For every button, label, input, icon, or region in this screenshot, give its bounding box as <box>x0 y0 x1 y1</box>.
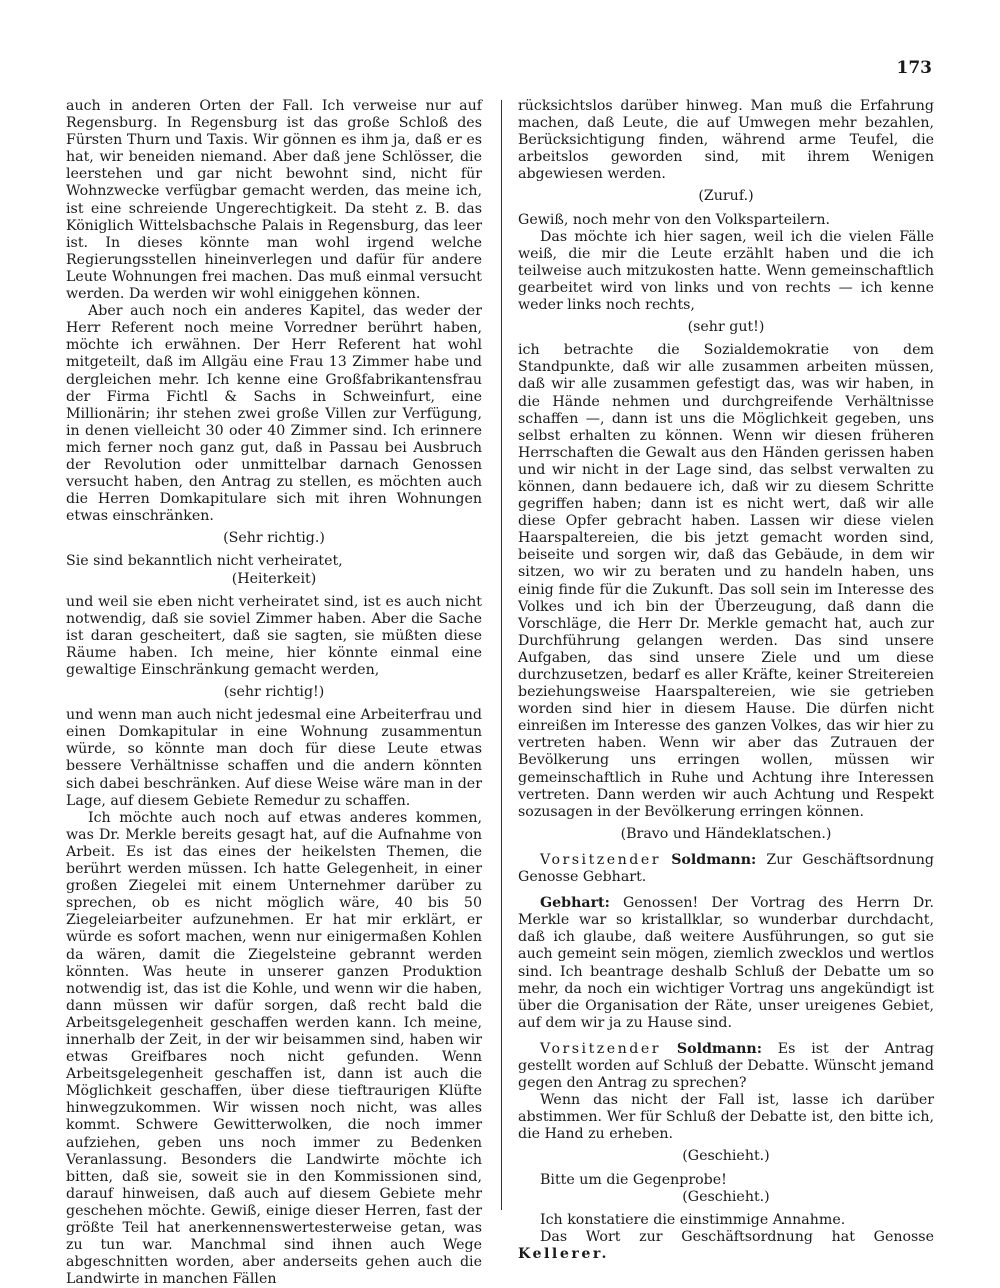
paragraph: Wenn das nicht der Fall ist, lasse ich darüber abstimmen. Wer für Schluß der Debatte ist, den bitte ich, die Hand zu erheben. <box>518 1092 934 1143</box>
speaker-role: Vorsitzender <box>540 1040 662 1057</box>
speaker-name: Soldmann: <box>676 1040 762 1057</box>
speaker-text: Genossen! Der Vortrag des Herrn Dr. Merkle war so kristallklar, so wunderbar durchdacht, daß ich glaube, daß weitere Ausführungen, so gut sie auch gemeint sein mögen, ziemlich zwecklos und wertlos sind. Ich beantrage deshalb Schluß der Debatte um so mehr, da noch ein wichtiger Vortrag uns angekündigt ist über die Organisation der Räte, unser ureigenes Gebiet, auf dem wir ja zu Hause sind. <box>518 895 935 1031</box>
speaker-text: Zur Geschäftsordnung Genosse Gebhart. <box>518 851 934 886</box>
paragraph: Gewiß, noch mehr von den Volksparteilern. <box>518 211 831 228</box>
speaker-entry <box>518 852 934 886</box>
paragraph: Ich möchte auch noch auf etwas anderes kommen, was Dr. Merkle bereits gesagt hat, auf die Aufnahme von Arbeit. Es ist das eines der heikelsten Themen, die berührt werden müssen. Ich hatte Gelegenheit, in einer großen Ziegelei mit einem Unternehmer darüber zu sprechen, ob es nicht möglich wäre, 40 bis 50 Ziegeleiarbeiter aufzunehmen. Er hat mir erklärt, er würde es sofort machen, wenn nur einigermaßen Kohlen da wären, damit die Ziegelsteine gebrannt werden könnten. Was heute in unserer ganzen Produktion notwendig ist, das ist die Kohle, und wenn wir die haben, dann müssen wir dafür sorgen, daß recht bald die Arbeitsgelegenheit geschaffen werden kann. Ich meine, innerhalb der Zeit, in der wir beisammen sind, haben wir etwas Greifbares noch nicht gefunden. Wenn Arbeitsgelegenheit geschaffen ist, dann ist auch die Möglichkeit geschaffen, über diese tieftraurigen Klüfte hinwegzukommen. Wir wissen noch nicht, was alles kommt. Schwere Gewitterwolken, die noch immer aufziehen, geben uns noch immer zu Bedenken Veranlassung. Besonders die Landwirte möchte ich bitten, daß sie, soweit sie in den Kommissionen sind, darauf hinweisen, daß auch auf diesem Gebiete mehr geschehen möchte. Gewiß, einige dieser Herren, fast der größte Teil hat anerkennenswertesterweise getan, was zu tun war. Manchmal sind ihnen auch Wege abgeschnitten worden, aber anderseits gehen auch die Landwirte in manchen Fällen <box>66 809 482 1288</box>
column-divider <box>501 100 502 1210</box>
speaker-name: Kellerer. <box>518 1245 609 1262</box>
interjection: (Heiterkeit) <box>231 570 317 587</box>
paragraph: und weil sie eben nicht verheiratet sind, ist es auch nicht notwendig, daß sie soviel Zimmer haben. Aber die Sache ist daran gescheitert, daß sie sagten, sie müßten diese Räume haben. Ich meine, hier könnte einmal eine gewaltige Einschränkung gemacht werden, <box>66 593 482 678</box>
interjection: (sehr richtig!) <box>223 684 325 701</box>
speaker-role: Vorsitzender <box>540 851 662 868</box>
paragraph: rücksichtslos darüber hinweg. Man muß die Erfahrung machen, daß Leute, die auf Umwegen mehr bezahlen, Berücksichtigung finden, während arme Teufel, die arbeitslos geworden sind, mit ihrem Wenigen abgewiesen werden. <box>518 98 934 183</box>
speaker-name: Soldmann: <box>671 851 757 868</box>
speaker-entry <box>518 895 934 1032</box>
paragraph: ich betrachte die Sozialdemokratie von dem Standpunkte, daß wir alle zusammen arbeiten müssen, daß wir alle zusammen gefestigt das, was wir haben, in die Hände nehmen und durchgreifende Verhältnisse schaffen —, dann ist uns die Möglichkeit gegeben, uns selbst erhalten zu können. Wenn wir diesen früheren Herrschaften die Gewalt aus den Händen gerissen haben und wir nicht in der Lage sind, das selbst verwalten zu können, dann bedauere ich, daß wir zu diesem Schritte gegriffen haben; dann ist es nicht wert, daß wir alle diese Opfer gebracht haben. Lassen wir diese vielen Haarspaltereien, die bis jetzt gemacht worden sind, beiseite und sorgen wir, daß das Gebäude, in dem wir sitzen, wo wir zu beraten und zu handeln haben, uns einig finde für die Zukunft. Das soll sein im Interesse des Volkes und ich bin der Überzeugung, daß dann die Vorschläge, die Herr Dr. Merkle gemacht hat, auch zur Durchführung gelangen werden. Das sind unsere Aufgaben, das sind unsere Ziele und um diese durchzusetzen, bedarf es aller Kräfte, keiner Streitereien beziehungsweise Haarspaltereien, wie sie getrieben worden sind hier in diesem Hause. Die dürfen nicht einreißen im Interesse des ganzen Volkes, das wir hier zu vertreten haben. Wenn wir aber das Zutrauen der Bevölkerung uns erringen wollen, müssen wir gemeinschaftlich in Ruhe und Achtung ihre Interessen vertreten. Dann werden wir auch Achtung und Respekt sozusagen in der Bevölkerung erringen können. <box>518 342 934 820</box>
speaker-entry <box>518 1041 934 1092</box>
interjection: (Bravo und Händeklatschen.) <box>620 825 832 842</box>
interjection: (Geschieht.) <box>682 1188 770 1205</box>
paragraph: auch in anderen Orten der Fall. Ich verweise nur auf Regensburg. In Regensburg ist das große Schloß des Fürsten Thurn und Taxis. Wir gönnen es ihm ja, daß er es hat, wir beneiden niemand. Aber daß jene Schlösser, die leerstehen und gar nicht bewohnt sind, nicht für Wohnzwecke verfügbar gemacht werden, das meine ich, ist eine schreiende Ungerechtigkeit. Da steht z. B. das Königlich Wittelsbachsche Palais in Regensburg, das leer ist. In dieses könnte man wohl irgend welche Regierungsstellen hineinverlegen und dafür für andere Leute Wohnungen frei machen. Das muß einmal versucht werden. Da werden wir wohl einiggehen können. <box>66 98 482 303</box>
paragraph: und wenn man auch nicht jedesmal eine Arbeiterfrau und einen Domkapitular in eine Wohnung zusammentun würde, so könnte man doch für diese Leute etwas bessere Verhältnisse schaffen und die andern könnten sich dabei beschränken. Auf diese Weise wäre man in der Lage, auf diesem Gebiete Remedur zu schaffen. <box>66 707 482 809</box>
paragraph: Bitte um die Gegenprobe! <box>540 1171 727 1188</box>
interjection: (Sehr richtig.) <box>223 530 325 547</box>
interjection: (Geschieht.) <box>682 1148 770 1165</box>
interjection: (Zuruf.) <box>698 188 754 205</box>
paragraph-text: Das Wort zur Geschäftsordnung hat Genosse <box>540 1228 934 1245</box>
page-number: 173 <box>896 58 932 78</box>
paragraph: Aber auch noch ein anderes Kapitel, das weder der Herr Referent noch meine Vorredner berührt haben, möchte ich erwähnen. Der Herr Referent hat wohl mitgeteilt, daß im Allgäu eine Frau 13 Zimmer habe und dergleichen mehr. Ich kenne eine Großfabrikantensfrau der Firma Fichtl & Sachs in Schweinfurt, eine Millionärin; ihr stehen zwei große Villen zur Verfügung, in denen vielleicht 30 oder 40 Zimmer sind. Ich erinnere mich ferner noch ganz gut, daß in Passau bei Ausbruch der Revolution oder unmittelbar darnach Genossen versucht haben, den Antrag zu stellen, es möchten auch die Herren Domkapitulare sich mit ihren Wohnungen etwas einschränken. <box>66 303 482 525</box>
speaker-name: Gebhart: <box>540 895 610 912</box>
column-left <box>66 98 482 1288</box>
interjection: (sehr gut!) <box>687 319 765 336</box>
paragraph: Ich konstatiere die einstimmige Annahme. <box>540 1211 846 1228</box>
paragraph: Sie sind bekanntlich nicht verheiratet, <box>66 553 343 570</box>
column-right <box>518 98 934 1263</box>
paragraph <box>518 1229 934 1263</box>
paragraph: Das möchte ich hier sagen, weil ich die vielen Fälle weiß, die mir die Leute erzählt haben und die ich teilweise auch mitzukosten hatte. Wenn gemeinschaftlich gearbeitet wird von links und von rechts — ich kenne weder links noch rechts, <box>518 228 934 314</box>
speaker-text: Es ist der Antrag gestellt worden auf Schluß der Debatte. Wünscht jemand gegen den Antrag zu sprechen? <box>518 1040 935 1092</box>
